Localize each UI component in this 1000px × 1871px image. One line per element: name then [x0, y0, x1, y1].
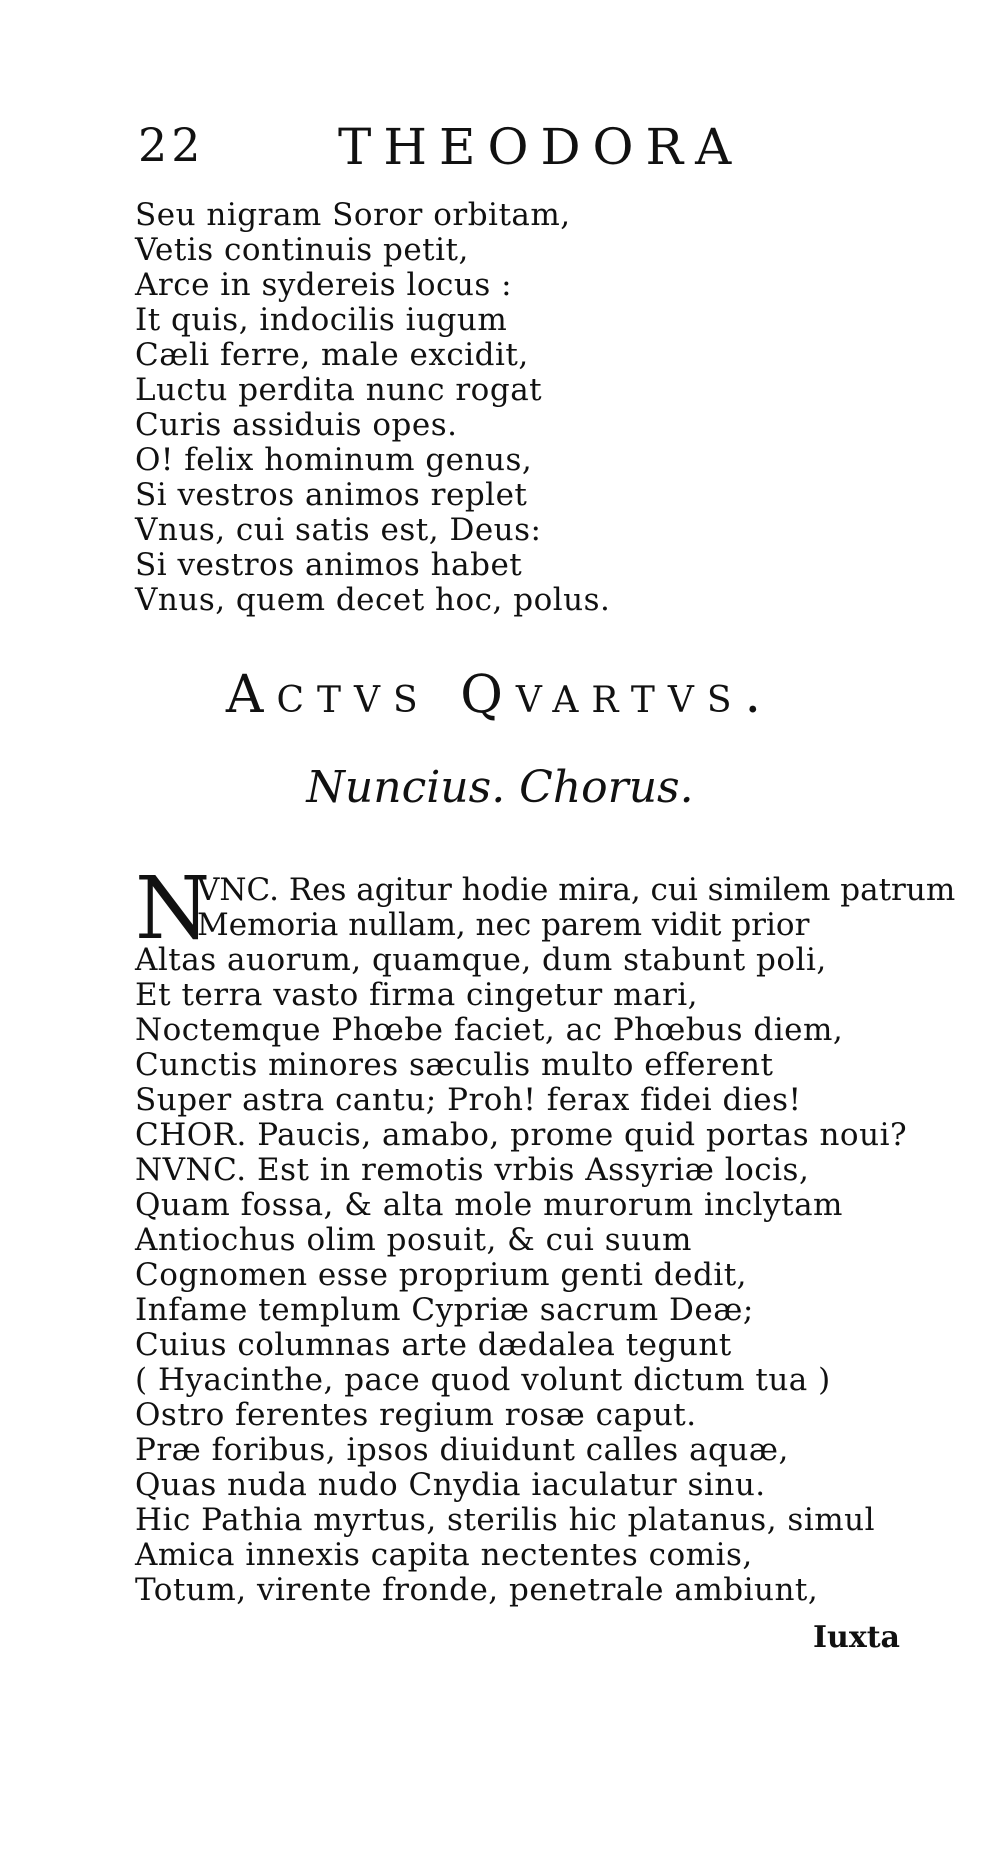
scene-second-line [135, 908, 915, 943]
running-title: THEODORA [338, 118, 744, 176]
verse-line: Ostro ferentes regium rosæ caput. [135, 1397, 697, 1433]
catchword: Iuxta [812, 1620, 900, 1655]
verse-line: Quas nuda nudo Cnydia iaculatur sinu. [135, 1467, 766, 1503]
verse-line: Luctu perdita nunc rogat [135, 372, 543, 408]
verse-line: VNC. Res agitur hodie mira, cui similem patrum [197, 872, 956, 908]
verse-line: Quam fossa, & alta mole murorum inclytam [135, 1187, 843, 1223]
verse-line: Cognomen esse proprium genti dedit, [135, 1257, 748, 1293]
drop-cap: N [135, 859, 211, 959]
scene-title: Nuncius. Chorus. [306, 762, 694, 813]
verse-line: Præ foribus, ipsos diuidunt calles aquæ, [135, 1432, 789, 1468]
verse-line: Super astra cantu; Proh! ferax fidei dies! [135, 1082, 802, 1118]
verse-line: It quis, indocilis iugum [135, 302, 508, 338]
scene-verse-block [135, 859, 956, 1608]
verse-line: Altas auorum, quamque, dum stabunt poli, [135, 942, 827, 978]
verse-line: Amica innexis capita nectentes comis, [135, 1537, 753, 1573]
verse-line: Curis assiduis opes. [135, 407, 458, 443]
page-number: 22 [138, 118, 205, 172]
verse-line: Si vestros animos habet [135, 547, 523, 583]
verse-line: Si vestros animos replet [135, 477, 528, 513]
chorus-verse-block [135, 198, 855, 618]
verse-line: Antiochus olim posuit, & cui suum [135, 1222, 692, 1258]
verse-line: Vnus, cui satis est, Deus: [135, 512, 542, 548]
verse-line: CHOR. Paucis, amabo, prome quid portas noui? [135, 1117, 908, 1153]
verse-line: Et terra vasto firma cingetur mari, [135, 977, 699, 1013]
verse-line: Noctemque Phœbe faciet, ac Phœbus diem, [135, 1012, 844, 1048]
verse-line: Vnus, quem decet hoc, polus. [135, 582, 611, 618]
running-head [138, 118, 858, 178]
verse-line: Totum, virente fronde, penetrale ambiunt, [135, 1572, 819, 1608]
verse-line: Infame templum Cypriæ sacrum Deæ; [135, 1292, 754, 1328]
act-title: Actvs Qvartvs. [225, 665, 775, 725]
verse-line: ( Hyacinthe, pace quod volunt dictum tua ) [135, 1362, 831, 1398]
verse-line: O! felix hominum genus, [135, 442, 533, 478]
verse-line: Vetis continuis petit, [135, 232, 469, 268]
verse-line: Cuius columnas arte dædalea tegunt [135, 1327, 732, 1363]
verse-line: Memoria nullam, nec parem vidit prior [197, 907, 810, 943]
verse-line: Seu nigram Soror orbitam, [135, 197, 571, 233]
verse-line: Cæli ferre, male excidit, [135, 337, 529, 373]
verse-line: Arce in sydereis locus : [135, 267, 513, 303]
verse-line: Hic Pathia myrtus, sterilis hic platanus, simul [135, 1502, 876, 1538]
verse-line: NVNC. Est in remotis vrbis Assyriæ locis, [135, 1152, 810, 1188]
verse-line: Cunctis minores sæculis multo efferent [135, 1047, 774, 1083]
